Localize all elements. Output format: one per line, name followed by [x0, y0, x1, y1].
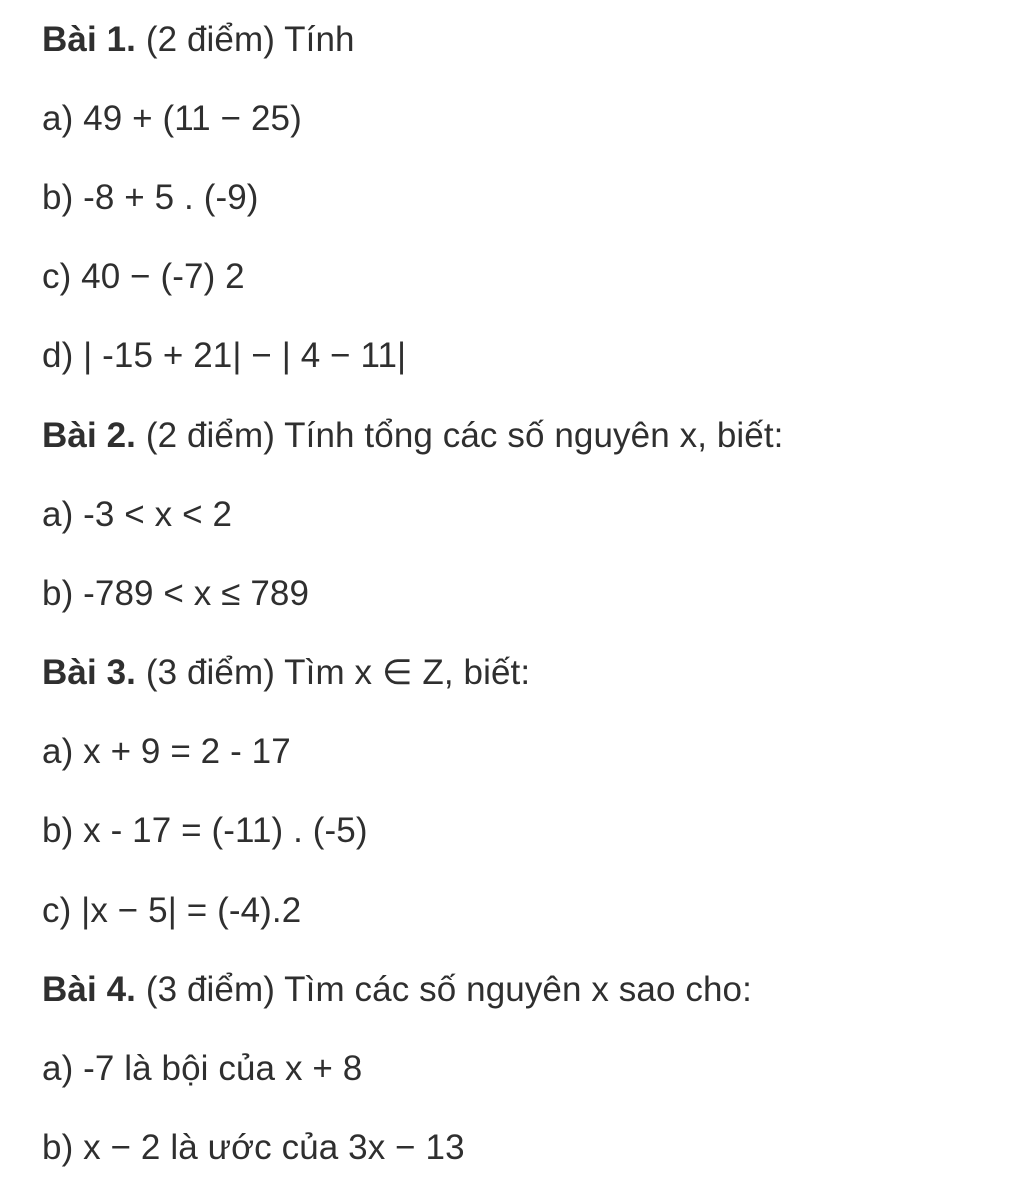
section-1-item-c: c) 40 − (-7) 2	[42, 257, 245, 296]
section-1-text: (2 điểm) Tính	[145, 20, 355, 59]
section-3-item-b: b) x - 17 = (-11) . (-5)	[42, 811, 368, 850]
section-4-item-a: a) -7 là bội của x + 8	[42, 1049, 363, 1088]
section-3-item-c: c) |x − 5| = (-4).2	[42, 891, 302, 930]
section-1-heading	[42, 19, 355, 61]
section-2-text: (2 điểm) Tính tổng các số nguyên x, biết:	[145, 416, 784, 455]
section-3-label: Bài 3.	[42, 653, 136, 692]
section-3-text: (3 điểm) Tìm x ∈ Z, biết:	[145, 653, 531, 692]
section-1-item-b: b) -8 + 5 . (-9)	[42, 178, 259, 217]
section-4-text: (3 điểm) Tìm các số nguyên x sao cho:	[145, 970, 752, 1009]
section-3-heading	[42, 652, 530, 694]
section-2-item-a: a) -3 < x < 2	[42, 495, 233, 534]
section-4-item-b: b) x − 2 là ước của 3x − 13	[42, 1128, 465, 1167]
section-3-item-a: a) x + 9 = 2 - 17	[42, 732, 291, 771]
section-1-label: Bài 1.	[42, 20, 136, 59]
section-2-item-b: b) -789 < x ≤ 789	[42, 574, 310, 613]
section-1-item-d: d) | -15 + 21| − | 4 − 11|	[42, 336, 407, 375]
section-2-heading	[42, 415, 784, 457]
section-4-heading	[42, 969, 752, 1011]
section-1-item-a: a) 49 + (11 − 25)	[42, 99, 302, 138]
section-4-label: Bài 4.	[42, 970, 136, 1009]
section-2-label: Bài 2.	[42, 416, 136, 455]
